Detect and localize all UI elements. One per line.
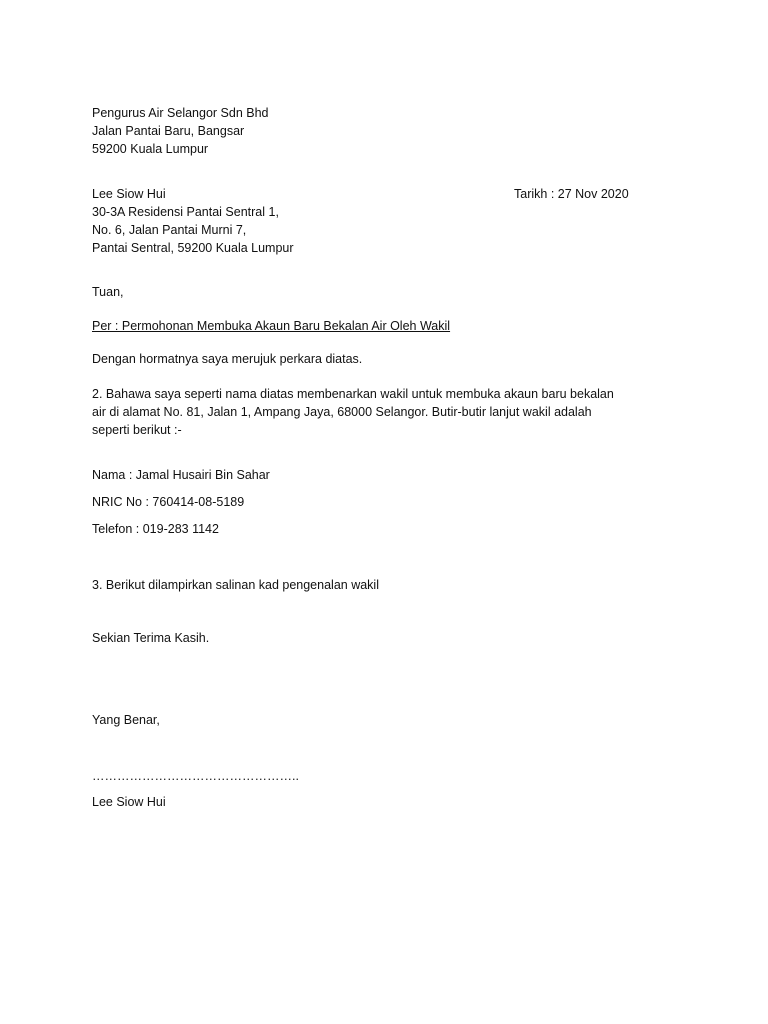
paragraph-2-line-1: 2. Bahawa saya seperti nama diatas membenarkan wakil untuk membuka akaun baru bekalan bbox=[92, 387, 614, 401]
agent-name: Nama : Jamal Husairi Bin Sahar bbox=[92, 468, 270, 482]
paragraph-3: 3. Berikut dilampirkan salinan kad pengenalan wakil bbox=[92, 578, 379, 592]
sender-address bbox=[92, 185, 294, 257]
recipient-line-1: Pengurus Air Selangor Sdn Bhd bbox=[92, 106, 269, 120]
agent-nric: NRIC No : 760414-08-5189 bbox=[92, 495, 245, 509]
agent-phone: Telefon : 019-283 1142 bbox=[92, 522, 219, 536]
signature-line: ………………………………………….. bbox=[92, 769, 299, 783]
paragraph-2 bbox=[92, 385, 614, 439]
subject-line: Per : Permohonan Membuka Akaun Baru Bekalan Air Oleh Wakil bbox=[92, 319, 451, 333]
sender-address-line-2: No. 6, Jalan Pantai Murni 7, bbox=[92, 223, 247, 237]
sign-off: Yang Benar, bbox=[92, 713, 160, 727]
letter-date: Tarikh : 27 Nov 2020 bbox=[514, 187, 629, 201]
recipient-address bbox=[92, 104, 269, 158]
sender-address-line-3: Pantai Sentral, 59200 Kuala Lumpur bbox=[92, 241, 294, 255]
sender-address-line-1: 30-3A Residensi Pantai Sentral 1, bbox=[92, 205, 279, 219]
signer-name: Lee Siow Hui bbox=[92, 795, 166, 809]
paragraph-2-line-3: seperti berikut :- bbox=[92, 423, 182, 437]
paragraph-1: Dengan hormatnya saya merujuk perkara diatas. bbox=[92, 352, 363, 366]
recipient-line-3: 59200 Kuala Lumpur bbox=[92, 142, 209, 156]
sender-name: Lee Siow Hui bbox=[92, 187, 166, 201]
closing: Sekian Terima Kasih. bbox=[92, 631, 210, 645]
paragraph-2-line-2: air di alamat No. 81, Jalan 1, Ampang Jaya, 68000 Selangor. Butir-butir lanjut wakil adalah bbox=[92, 405, 592, 419]
recipient-line-2: Jalan Pantai Baru, Bangsar bbox=[92, 124, 245, 138]
salutation: Tuan, bbox=[92, 285, 124, 299]
